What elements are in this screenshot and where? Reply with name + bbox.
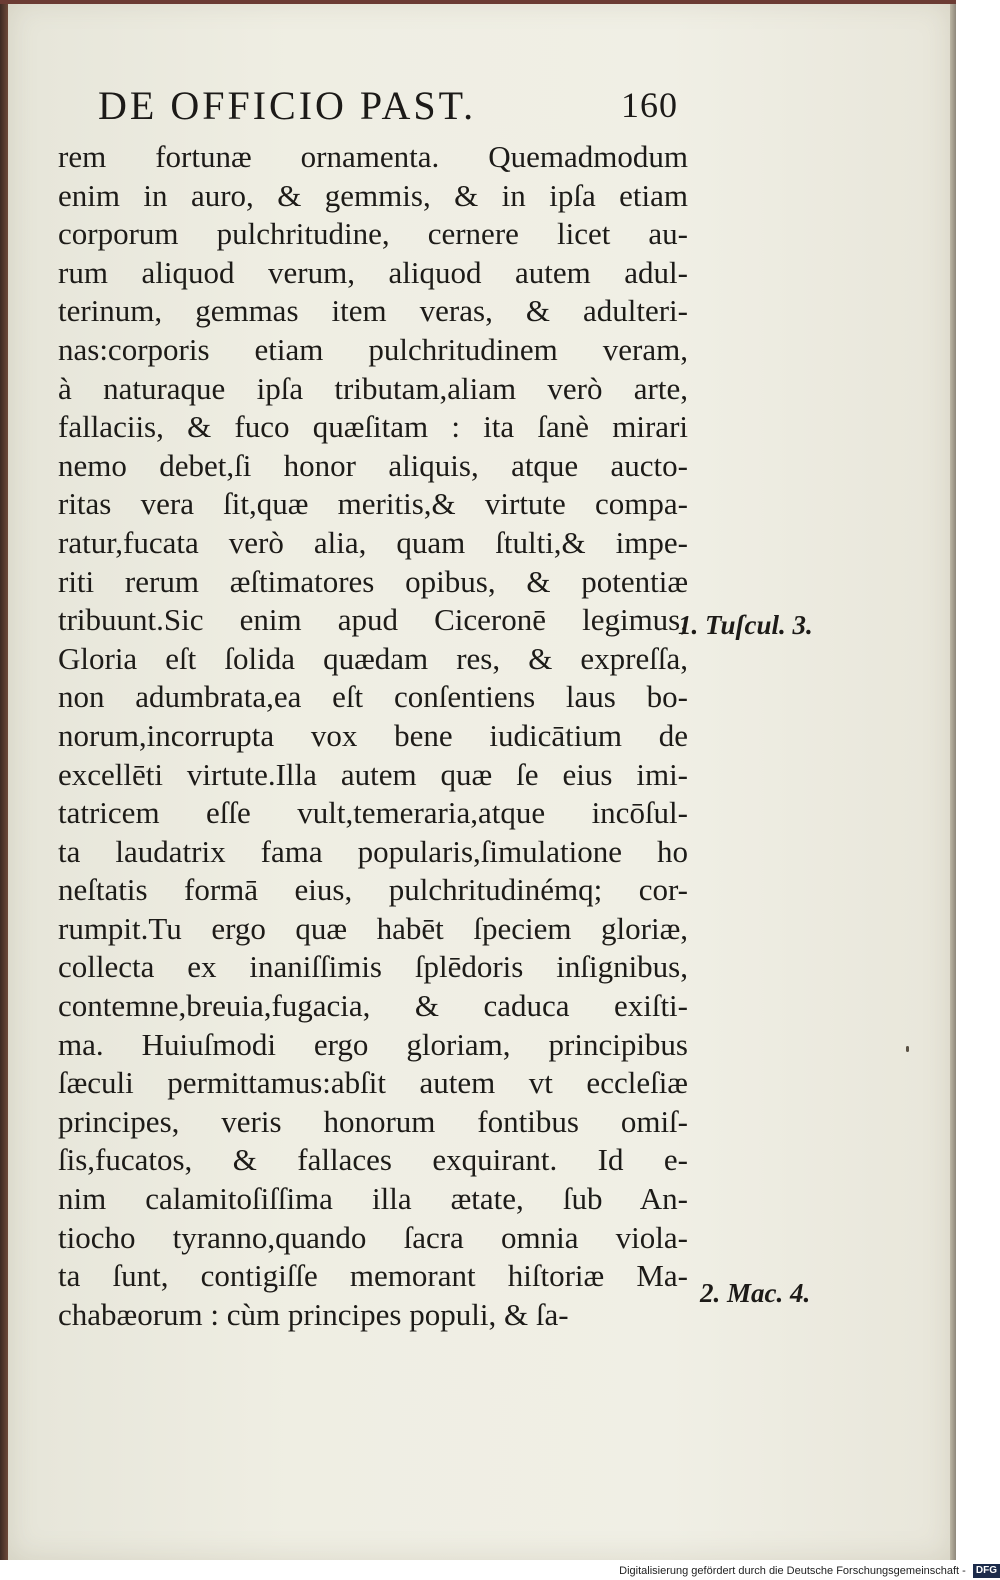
text-line: ta ſunt, contigiſſe memorant hiſtoriæ Ma- bbox=[58, 1258, 688, 1294]
running-title: DE OFFICIO PAST. bbox=[98, 83, 477, 128]
text-line: nemo debet,ſi honor aliquis, atque auctо- bbox=[58, 447, 688, 483]
text-line: tatricem eſſe vult,temeraria,atque incōſul- bbox=[58, 795, 688, 831]
text-line: ſis,fucatos, & fallaces exquirant. Id e- bbox=[58, 1142, 688, 1178]
marginal-note-tusculan: 1. Tuſcul. 3. bbox=[678, 610, 813, 640]
text-line: excellēti virtute.Illa autem quæ ſe eius imi- bbox=[58, 756, 688, 792]
paper-speck bbox=[906, 1046, 909, 1052]
text-line: neſtatis formā eius, pulchritudinémq; cor- bbox=[58, 872, 688, 908]
text-line: ratur,fucata verò alia, quam ſtulti,& impe- bbox=[58, 524, 688, 560]
page-top-edge bbox=[0, 0, 956, 4]
text-line: non adumbrata,ea eſt conſentiens laus bo- bbox=[58, 679, 688, 715]
marginal-note-maccabees: 2. Mac. 4. bbox=[700, 1278, 811, 1308]
text-line: rum aliquod verum, aliquod autem adul- bbox=[58, 254, 688, 290]
dfg-logo: DFG bbox=[973, 1564, 1000, 1578]
running-header bbox=[98, 82, 678, 132]
text-line: ta laudatrix fama popularis,ſimulatione ho bbox=[58, 833, 688, 869]
digitization-credit bbox=[560, 1562, 1000, 1580]
text-line: ſæculi permittamus:abſit autem vt eccleſiæ bbox=[58, 1065, 688, 1101]
text-line: norum,incorrupta vox bene iudicātium de bbox=[58, 717, 688, 753]
text-line: ritas vera ſit,quæ meritis,& virtute compa- bbox=[58, 486, 688, 522]
text-line: nim calamitoſiſſima illa ætate, ſub An- bbox=[58, 1181, 688, 1217]
text-line: nas:corporis etiam pulchritudinem veram, bbox=[58, 331, 688, 367]
credit-text: Digitalisierung gefördert durch die Deutsche Forschungsgemeinschaft - bbox=[619, 1565, 966, 1577]
main-text-block bbox=[58, 138, 688, 1334]
page-number: 160 bbox=[621, 85, 678, 125]
text-line: chabæorum : cùm principes populi, & ſa- bbox=[58, 1296, 569, 1332]
text-line: terinum, gemmas item veras, & adulteri- bbox=[58, 293, 688, 329]
text-line: tribuunt.Sic enim apud Ciceronē legimus, bbox=[58, 602, 688, 638]
text-line: enim in auro, & gemmis, & in ipſa etiam bbox=[58, 177, 688, 213]
text-line: principes, veris honorum fontibus omiſ- bbox=[58, 1103, 688, 1139]
text-line: fallaciis, & fuco quæſitam : ita ſanè mirari bbox=[58, 409, 688, 445]
text-line: collecta ex inaniſſimis ſplēdoris inſignibus, bbox=[58, 949, 688, 985]
book-spine-edge bbox=[0, 0, 8, 1560]
text-line: Gloria eſt ſolida quædam res, & expreſſa, bbox=[58, 640, 688, 676]
text-line: rem fortunæ ornamenta. Quemadmodum bbox=[58, 139, 688, 174]
text-line: corporum pulchritudine, cernere licet au- bbox=[58, 216, 688, 252]
text-line: ma. Huiuſmodi ergo gloriam, principibus bbox=[58, 1026, 688, 1062]
text-line: tiocho tyranno,quando ſacra omnia viola- bbox=[58, 1219, 688, 1255]
text-line: rumpit.Tu ergo quæ habēt ſpeciem gloriæ, bbox=[58, 910, 688, 946]
text-line: contemne,breuia,fugacia, & caduca exiſti- bbox=[58, 988, 688, 1024]
page-fore-edge bbox=[950, 0, 956, 1560]
text-line: riti rerum æſtimatores opibus, & potentiæ bbox=[58, 563, 688, 599]
text-line: à naturaque ipſa tributam,aliam verò arte, bbox=[58, 370, 688, 406]
